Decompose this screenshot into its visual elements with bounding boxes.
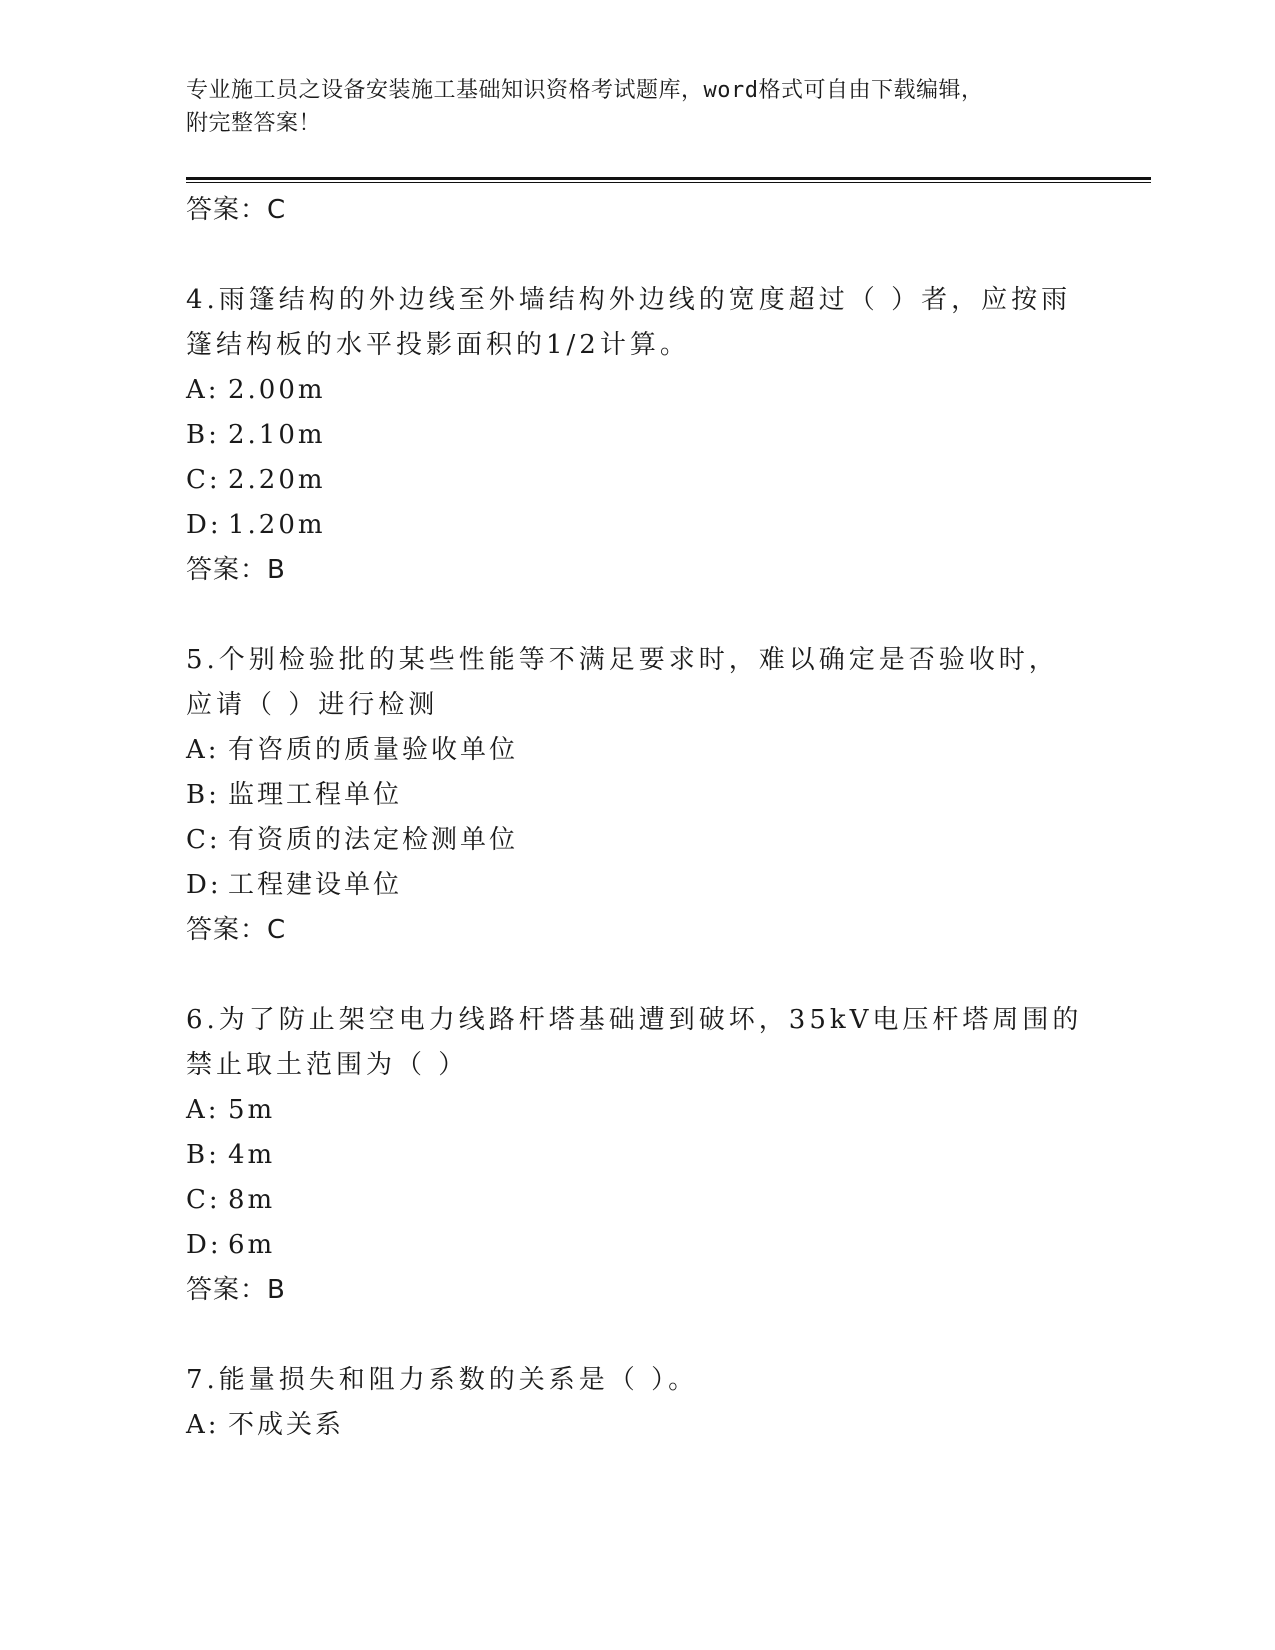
option-a xyxy=(186,1088,1086,1133)
option-list xyxy=(186,368,1086,548)
option-list xyxy=(186,1088,1086,1268)
option-value: 2.10m xyxy=(228,420,326,450)
question-block xyxy=(186,998,1086,1312)
option-value: 工程建设单位 xyxy=(228,870,403,900)
option-d xyxy=(186,503,1086,548)
question-block xyxy=(186,278,1086,592)
option-b xyxy=(186,413,1086,458)
option-key: D: xyxy=(186,1230,222,1260)
answer-line: 答案：B xyxy=(186,1275,286,1305)
option-value: 6m xyxy=(228,1230,276,1260)
option-c xyxy=(186,1178,1086,1223)
question-text: 4.雨篷结构的外边线至外墙结构外边线的宽度超过（ ）者，应按雨篷结构板的水平投影面积的1/2计算。 xyxy=(186,285,1072,360)
question-text: 5.个别检验批的某些性能等不满足要求时，难以确定是否验收时，应请（ ）进行检测 xyxy=(186,645,1059,720)
answer-line: 答案：C xyxy=(186,915,287,945)
header-line-2: 附完整答案！ xyxy=(186,111,322,136)
option-value: 8m xyxy=(228,1185,276,1215)
option-key: B: xyxy=(186,780,220,810)
option-value: 不成关系 xyxy=(228,1410,345,1440)
option-a xyxy=(186,728,1086,773)
option-value: 有咨质的质量验收单位 xyxy=(228,735,519,765)
option-key: A: xyxy=(186,1095,220,1125)
question-text: 6.为了防止架空电力线路杆塔基础遭到破坏，35kV电压杆塔周围的禁止取土范围为（ ） xyxy=(186,1005,1083,1080)
option-b xyxy=(186,1133,1086,1178)
option-c xyxy=(186,458,1086,503)
option-list xyxy=(186,1403,1086,1448)
option-key: D: xyxy=(186,510,222,540)
header-line-1: 专业施工员之设备安装施工基础知识资格考试题库，word格式可自由下载编辑， xyxy=(186,78,984,103)
option-list xyxy=(186,728,1086,908)
option-key: C: xyxy=(186,465,221,495)
header-divider-thin xyxy=(186,182,1151,183)
option-key: C: xyxy=(186,825,221,855)
option-d xyxy=(186,1223,1086,1268)
option-a xyxy=(186,368,1086,413)
option-value: 2.20m xyxy=(228,465,326,495)
document-body xyxy=(186,188,1086,1448)
document-header xyxy=(186,74,1066,140)
question-block xyxy=(186,638,1086,952)
answer-line: 答案：C xyxy=(186,195,287,225)
option-value: 监理工程单位 xyxy=(228,780,403,810)
option-key: B: xyxy=(186,420,220,450)
option-key: A: xyxy=(186,1410,220,1440)
option-value: 4m xyxy=(228,1140,276,1170)
option-key: A: xyxy=(186,375,220,405)
option-key: D: xyxy=(186,870,222,900)
option-a xyxy=(186,1403,1086,1448)
option-d xyxy=(186,863,1086,908)
option-value: 1.20m xyxy=(228,510,326,540)
option-value: 2.00m xyxy=(228,375,326,405)
option-key: C: xyxy=(186,1185,221,1215)
option-key: B: xyxy=(186,1140,220,1170)
header-divider-thick xyxy=(186,177,1151,180)
answer-line: 答案：B xyxy=(186,555,286,585)
option-key: A: xyxy=(186,735,220,765)
question-text: 7.能量损失和阻力系数的关系是（ ）。 xyxy=(186,1365,699,1395)
option-value: 有资质的法定检测单位 xyxy=(228,825,519,855)
option-b xyxy=(186,773,1086,818)
option-c xyxy=(186,818,1086,863)
question-block xyxy=(186,1358,1086,1448)
option-value: 5m xyxy=(228,1095,276,1125)
